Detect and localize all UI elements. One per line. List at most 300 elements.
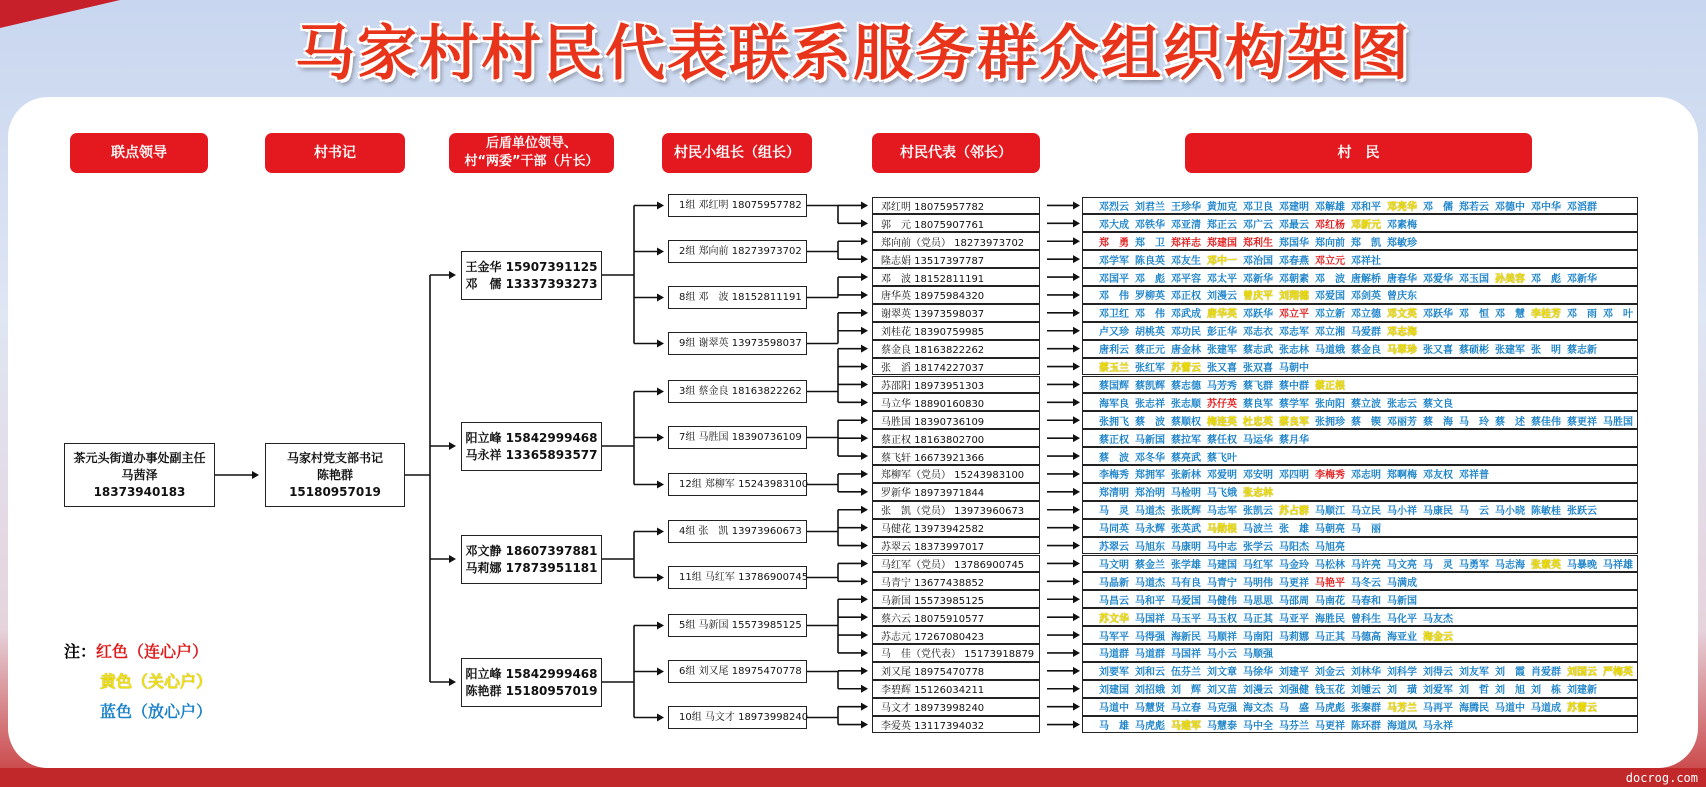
villager-name: 马春和 — [1351, 595, 1381, 607]
arrow-head — [657, 481, 664, 489]
header-group-leaders: 村民小组长（组长） — [662, 133, 812, 173]
villager-name: 刘 霞 — [1495, 667, 1525, 679]
villager-row — [1082, 268, 1638, 286]
villager-row — [1082, 322, 1638, 340]
representative-row — [872, 590, 1040, 608]
representative-row — [872, 393, 1040, 411]
villager-name: 马昌云 — [1099, 595, 1129, 607]
arrow-head — [1073, 380, 1080, 388]
representative-row — [872, 465, 1040, 483]
villager-name: 邓德中 — [1495, 201, 1525, 213]
villager-name: 蔡志新 — [1567, 345, 1597, 357]
villager-name: 马建军 — [1171, 721, 1201, 733]
arrow-head — [1073, 273, 1080, 281]
arrow-head — [861, 577, 868, 585]
group-leader-text: 8组 邓 波 18152811191 — [679, 292, 802, 303]
group-leader-text: 10组 马文才 18973998240 — [679, 712, 809, 723]
representative-text: 刘桂花 18390759985 — [881, 327, 985, 339]
villager-name: 邓 恒 — [1459, 309, 1489, 321]
group-leader-box — [668, 332, 807, 355]
villager-row — [1082, 537, 1638, 555]
villager-name: 海新民 — [1171, 631, 1201, 643]
villager-name: 郑拥军 — [1135, 470, 1165, 482]
villager-name: 马道群 — [1135, 649, 1165, 661]
representative-text: 马健花 13973942582 — [881, 524, 985, 536]
group-leader-box — [668, 520, 807, 543]
arrow-head — [657, 248, 664, 256]
villager-name: 马化平 — [1387, 613, 1417, 625]
arrow-head — [449, 271, 456, 279]
representative-text: 邓 波 18152811191 — [881, 273, 985, 285]
villager-row — [1082, 358, 1638, 376]
arrow-head — [1073, 721, 1080, 729]
villager-name: 邓友生 — [1171, 255, 1201, 267]
representative-text: 邓红明 18075957782 — [881, 201, 985, 213]
villager-name: 刘要军 — [1099, 667, 1129, 679]
villager-name: 刘锺云 — [1351, 685, 1381, 697]
arrow-head — [1073, 398, 1080, 406]
arrow-head — [1073, 524, 1080, 532]
arrow-head — [861, 291, 868, 299]
secretary-name: 陈艳群 — [316, 467, 353, 482]
group-leader-box — [668, 194, 807, 217]
group-leader-text: 2组 郑向前 18273973702 — [679, 246, 802, 257]
villager-name: 郑 凯 — [1351, 237, 1381, 249]
villager-name: 卢又珍 — [1099, 327, 1129, 339]
villager-name: 马 云 — [1459, 506, 1489, 518]
representative-text: 蔡飞轩 16673921366 — [881, 452, 985, 464]
villager-name: 邓 彪 — [1135, 273, 1165, 285]
header-liaison-leader: 联点领导 — [70, 133, 208, 173]
representative-row — [872, 698, 1040, 716]
villager-name: 蔡飞叶 — [1207, 452, 1237, 464]
arrow-head — [861, 309, 868, 317]
villager-name: 蔡正根 — [1315, 380, 1345, 392]
villager-name: 唐春华 — [1387, 273, 1417, 285]
villager-row — [1082, 698, 1638, 716]
villager-name: 邓志军 — [1279, 327, 1309, 339]
group-leader-box — [668, 426, 807, 449]
representative-text: 张 凯（党员） 13973960673 — [881, 506, 1025, 518]
arrow-head — [657, 714, 664, 722]
villager-name: 唐金林 — [1171, 345, 1201, 357]
villager-name: 邓国平 — [1099, 273, 1129, 285]
secretary-title: 马家村党支部书记 — [286, 450, 383, 465]
villager-name: 邓学军 — [1099, 255, 1129, 267]
representative-text: 蔡正权 18163802700 — [881, 434, 985, 446]
villager-name: 马德高 — [1351, 631, 1381, 643]
villager-name: 马更祥 — [1315, 721, 1345, 733]
villager-row — [1082, 483, 1638, 501]
representative-row — [872, 304, 1040, 322]
representative-text: 罗新华 18973971844 — [881, 488, 985, 500]
villager-name: 马新国 — [1387, 595, 1417, 607]
arrow-head — [861, 273, 868, 281]
villager-name: 张新林 — [1171, 470, 1201, 482]
representative-text: 李碧辉 15126034211 — [881, 685, 985, 697]
villager-name: 马克强 — [1207, 703, 1237, 715]
villager-name: 马胜国 — [1603, 416, 1633, 428]
villager-name: 邓亮华 — [1387, 201, 1417, 213]
villager-row — [1082, 590, 1638, 608]
villager-name: 张凯云 — [1243, 506, 1273, 518]
villager-name: 马有良 — [1171, 577, 1201, 589]
villager-name: 马明伟 — [1243, 577, 1273, 589]
arrow-head — [861, 613, 868, 621]
arrow-head — [861, 649, 868, 657]
representative-row — [872, 662, 1040, 680]
villager-name: 马玉权 — [1207, 613, 1237, 625]
villager-name: 杜忠英 — [1243, 416, 1273, 428]
villager-name: 邓冬华 — [1135, 452, 1165, 464]
note-blue: 蓝色（放心户） — [100, 702, 213, 721]
villager-name: 郑利生 — [1243, 237, 1273, 249]
representative-text: 苏邵阳 18973951303 — [881, 380, 985, 392]
villager-name: 马慧泰 — [1207, 721, 1237, 733]
villager-name: 邓和平 — [1351, 201, 1381, 213]
villager-name: 马文亮 — [1387, 559, 1417, 571]
villager-row — [1082, 429, 1638, 447]
arrow-head — [861, 219, 868, 227]
villager-name: 邓立平 — [1279, 309, 1309, 321]
villager-name: 邓建明 — [1279, 201, 1309, 213]
villager-name: 蔡金良 — [1351, 345, 1381, 357]
arrow-head — [1073, 542, 1080, 550]
arrow-head — [861, 398, 868, 406]
group-leader-text: 5组 马新国 15573985125 — [679, 620, 802, 631]
villager-name: 苏占群 — [1279, 506, 1309, 518]
villager-name: 马中全 — [1243, 721, 1273, 733]
villager-name: 马 灵 — [1099, 506, 1129, 518]
villager-name: 海道凤 — [1387, 721, 1417, 733]
villager-name: 马和平 — [1135, 595, 1165, 607]
representative-text: 蔡六云 18075910577 — [881, 613, 985, 625]
villager-name: 马南阳 — [1243, 631, 1273, 643]
representative-row — [872, 716, 1040, 734]
leader-name: 马茜泽 — [121, 467, 158, 482]
group-leader-box — [668, 660, 807, 683]
villager-name: 马暴晚 — [1567, 559, 1597, 571]
cadre-line2: 陈艳群 15180957019 — [465, 683, 598, 698]
villager-name: 张志祥 — [1135, 398, 1165, 410]
group-leader-box — [668, 614, 807, 637]
arrow-head — [861, 667, 868, 675]
villager-name: 马国祥 — [1171, 649, 1201, 661]
villager-name: 苏文华 — [1099, 613, 1129, 625]
cadre-box — [461, 535, 602, 584]
villager-name: 马玉平 — [1171, 613, 1201, 625]
villager-name: 马旭东 — [1135, 542, 1165, 554]
representative-text: 苏翠云 18373997017 — [881, 542, 985, 554]
villager-name: 马道娥 — [1315, 345, 1345, 357]
representative-row — [872, 197, 1040, 215]
villager-name: 邓 叶 — [1603, 309, 1633, 321]
villager-name: 马得强 — [1135, 631, 1165, 643]
villager-name: 海军良 — [1099, 398, 1129, 410]
arrow-head — [1073, 416, 1080, 424]
villager-name: 刘 辉 — [1171, 685, 1201, 697]
page-title: 马家村村民代表联系服务群众组织构架图 — [295, 19, 1411, 89]
villager-name: 张学云 — [1243, 542, 1273, 554]
villager-name: 马亚平 — [1279, 613, 1309, 625]
arrow-head — [1073, 434, 1080, 442]
arrow-head — [1073, 201, 1080, 209]
villager-name: 张双喜 — [1243, 363, 1273, 375]
villager-name: 马国祥 — [1135, 613, 1165, 625]
villager-name: 马正其 — [1315, 631, 1345, 643]
villager-name: 刘强健 — [1279, 685, 1309, 697]
arrow-head — [1073, 345, 1080, 353]
villager-name: 陈敏桂 — [1531, 506, 1561, 518]
villager-name: 蔡凯辉 — [1135, 380, 1165, 392]
villager-name: 邓立新 — [1315, 309, 1345, 321]
villager-row — [1082, 662, 1638, 680]
villager-name: 马同英 — [1099, 524, 1129, 536]
villager-name: 邓烈云 — [1099, 201, 1129, 213]
villager-name: 邓新元 — [1351, 219, 1381, 231]
leader-title: 茶元头街道办事处副主任 — [73, 450, 206, 465]
villager-name: 伍芬兰 — [1171, 667, 1201, 679]
villager-name: 马顺江 — [1315, 506, 1345, 518]
villager-name: 曾科生 — [1351, 613, 1381, 625]
villager-name: 马阳杰 — [1279, 542, 1309, 554]
arrow-head — [861, 506, 868, 514]
arrow-head — [657, 622, 664, 630]
villager-row — [1082, 393, 1638, 411]
villager-name: 马 灵 — [1423, 559, 1453, 571]
arrow-head — [1073, 327, 1080, 335]
representative-row — [872, 358, 1040, 376]
cadre-box — [461, 658, 602, 707]
villager-name: 马爱群 — [1351, 327, 1381, 339]
group-leader-text: 6组 刘又尾 18975470778 — [679, 666, 802, 677]
villager-name: 刘漫云 — [1243, 685, 1273, 697]
villager-row — [1082, 250, 1638, 268]
villager-name: 蔡月华 — [1279, 434, 1309, 446]
villager-name: 张志云 — [1387, 398, 1417, 410]
arrow-head — [1073, 631, 1080, 639]
arrow-head — [861, 470, 868, 478]
villager-name: 海腾民 — [1459, 703, 1489, 715]
villager-name: 马慧贤 — [1135, 703, 1165, 715]
villager-name: 孙美容 — [1495, 273, 1525, 285]
villager-name: 刘建新 — [1567, 685, 1597, 697]
arrow-head — [861, 201, 868, 209]
villager-name: 蔡金兰 — [1135, 559, 1165, 571]
villager-row — [1082, 197, 1638, 215]
villager-name: 刘又苗 — [1207, 685, 1237, 697]
villager-name: 马检明 — [1171, 488, 1201, 500]
villager-name: 刘金云 — [1315, 667, 1345, 679]
representative-row — [872, 608, 1040, 626]
villager-name: 张秦群 — [1351, 703, 1381, 715]
arrow-head — [861, 255, 868, 263]
villager-name: 蔡学军 — [1279, 398, 1309, 410]
villager-name: 郑敏珍 — [1387, 237, 1417, 249]
arrow-head — [1073, 685, 1080, 693]
villager-name: 邓立湘 — [1315, 327, 1345, 339]
group-leader-box — [668, 566, 807, 589]
villager-name: 蔡 述 — [1495, 416, 1525, 428]
villager-name: 马 盛 — [1279, 703, 1309, 715]
header-villagers: 村 民 — [1185, 133, 1532, 173]
villager-name: 蔡硕彬 — [1459, 345, 1489, 357]
villager-name: 张跃云 — [1567, 506, 1597, 518]
villager-name: 马红军 — [1243, 559, 1273, 571]
villager-name: 刘建平 — [1279, 667, 1309, 679]
villager-name: 蔡中群 — [1279, 380, 1309, 392]
villager-name: 马芬兰 — [1279, 721, 1309, 733]
villager-name: 王珍华 — [1171, 201, 1201, 213]
arrow-head — [1073, 613, 1080, 621]
villager-row — [1082, 286, 1638, 304]
villager-name: 马建国 — [1207, 559, 1237, 571]
representative-text: 郑向前（党员） 18273973702 — [881, 237, 1025, 249]
villager-name: 张又喜 — [1423, 345, 1453, 357]
villager-name: 陈环群 — [1351, 721, 1381, 733]
villager-name: 马立春 — [1171, 703, 1201, 715]
villager-name: 蔡佳伟 — [1531, 416, 1561, 428]
villager-name: 刘和云 — [1135, 667, 1165, 679]
villager-name: 马芳兰 — [1387, 703, 1417, 715]
representative-row — [872, 501, 1040, 519]
villager-name: 马志军 — [1207, 506, 1237, 518]
villager-name: 邓友权 — [1423, 470, 1453, 482]
villager-name: 马运华 — [1243, 434, 1273, 446]
villager-name: 邓爱华 — [1423, 273, 1453, 285]
villager-name: 郑 勇 — [1099, 237, 1129, 249]
villager-name: 马道成 — [1531, 703, 1561, 715]
note-label: 注： — [64, 642, 97, 661]
representative-text: 马胜国 18390736109 — [881, 416, 985, 428]
villager-name: 刘 哲 — [1459, 685, 1489, 697]
villager-name: 邓 儒 — [1423, 201, 1453, 213]
representative-text: 唐华英 18975984320 — [881, 291, 985, 303]
villager-name: 马爱国 — [1171, 595, 1201, 607]
representative-text: 马文才 18973998240 — [881, 703, 985, 715]
arrow-head — [1073, 309, 1080, 317]
arrow-head — [1073, 595, 1080, 603]
villager-name: 苏蕾云 — [1567, 703, 1597, 715]
villager-name: 张素英 — [1531, 559, 1561, 571]
villager-name: 李梅秀 — [1099, 470, 1129, 482]
arrow-head — [861, 595, 868, 603]
arrow-head — [657, 388, 664, 396]
arrow-head — [1073, 649, 1080, 657]
villager-name: 马邵周 — [1279, 595, 1309, 607]
arrow-head — [1073, 237, 1080, 245]
villager-name: 马满成 — [1387, 577, 1417, 589]
villager-name: 马健伟 — [1207, 595, 1237, 607]
arrow-head — [861, 703, 868, 711]
representative-text: 马新国 15573985125 — [881, 595, 985, 607]
villager-name: 马祥雄 — [1603, 559, 1633, 571]
villager-name: 邓太平 — [1207, 273, 1237, 285]
villager-name: 邓玉国 — [1459, 273, 1489, 285]
villager-name: 邓跃华 — [1243, 309, 1273, 321]
villager-name: 马勋根 — [1207, 524, 1237, 536]
representative-row — [872, 376, 1040, 394]
villager-name: 马松林 — [1315, 559, 1345, 571]
villager-row — [1082, 716, 1638, 734]
arrow-head — [657, 434, 664, 442]
villager-name: 马道杰 — [1135, 506, 1165, 518]
villager-name: 邓志海 — [1387, 327, 1417, 339]
arrow-head — [657, 340, 664, 348]
villager-row — [1082, 608, 1638, 626]
villager-name: 马艳平 — [1315, 577, 1345, 589]
representative-row — [872, 268, 1040, 286]
villager-name: 马志海 — [1495, 559, 1525, 571]
cadre-line1: 邓文静 18607397881 — [465, 543, 598, 558]
villager-name: 郑清明 — [1099, 488, 1129, 500]
arrow-head — [449, 678, 456, 686]
villager-name: 邓文英 — [1387, 309, 1417, 321]
arrow-head — [1073, 559, 1080, 567]
representative-row — [872, 555, 1040, 573]
villager-name: 邓卫良 — [1243, 201, 1273, 213]
villager-name: 郑建国 — [1207, 237, 1237, 249]
villager-name: 马翠珍 — [1387, 345, 1417, 357]
arrow-head — [861, 524, 868, 532]
villager-name: 郑国华 — [1279, 237, 1309, 249]
villager-name: 张建军 — [1207, 345, 1237, 357]
villager-name: 马道中 — [1099, 703, 1129, 715]
villager-name: 张红军 — [1135, 363, 1165, 375]
villager-name: 张既辉 — [1171, 506, 1201, 518]
representative-text: 苏志元 17267080423 — [881, 631, 985, 643]
arrow-head — [861, 380, 868, 388]
villager-name: 刘友军 — [1459, 667, 1489, 679]
villager-name: 邓中一 — [1207, 255, 1237, 267]
villager-row — [1082, 304, 1638, 322]
arrow-head — [861, 327, 868, 335]
villager-name: 蔡 波 — [1135, 416, 1165, 428]
villager-name: 唐解桥 — [1351, 273, 1381, 285]
secretary-phone: 15180957019 — [289, 484, 381, 499]
villager-name: 马道杰 — [1135, 577, 1165, 589]
villager-name: 马虎彪 — [1315, 703, 1345, 715]
arrow-head — [861, 721, 868, 729]
representative-row — [872, 644, 1040, 662]
arrow-head — [1073, 506, 1080, 514]
arrow-head — [1073, 452, 1080, 460]
representative-text: 马青宁 13677438852 — [881, 577, 985, 589]
villager-name: 邓中华 — [1531, 201, 1561, 213]
villager-row — [1082, 232, 1638, 250]
group-leader-text: 7组 马胜国 18390736109 — [679, 432, 802, 443]
arrow-head — [449, 442, 456, 450]
villager-name: 曾庆东 — [1387, 291, 1417, 303]
villager-name: 马许亮 — [1351, 559, 1381, 571]
villager-name: 蔡文良 — [1423, 398, 1453, 410]
villager-name: 张 明 — [1531, 345, 1561, 357]
villager-name: 马道群 — [1099, 649, 1129, 661]
representative-row — [872, 572, 1040, 590]
villager-name: 郑正云 — [1207, 219, 1237, 231]
villager-name: 马小晓 — [1495, 506, 1525, 518]
representative-row — [872, 214, 1040, 232]
villager-name: 马朝中 — [1279, 363, 1309, 375]
representative-text: 刘又尾 18975470778 — [881, 667, 985, 679]
villager-name: 蔡志武 — [1243, 345, 1273, 357]
cadre-line2: 马莉娜 17873951181 — [465, 560, 598, 575]
representative-row — [872, 286, 1040, 304]
villager-name: 马金玲 — [1279, 559, 1309, 571]
villager-name: 邓祥社 — [1351, 255, 1381, 267]
villager-name: 苏蕾云 — [1171, 363, 1201, 375]
representative-row — [872, 429, 1040, 447]
